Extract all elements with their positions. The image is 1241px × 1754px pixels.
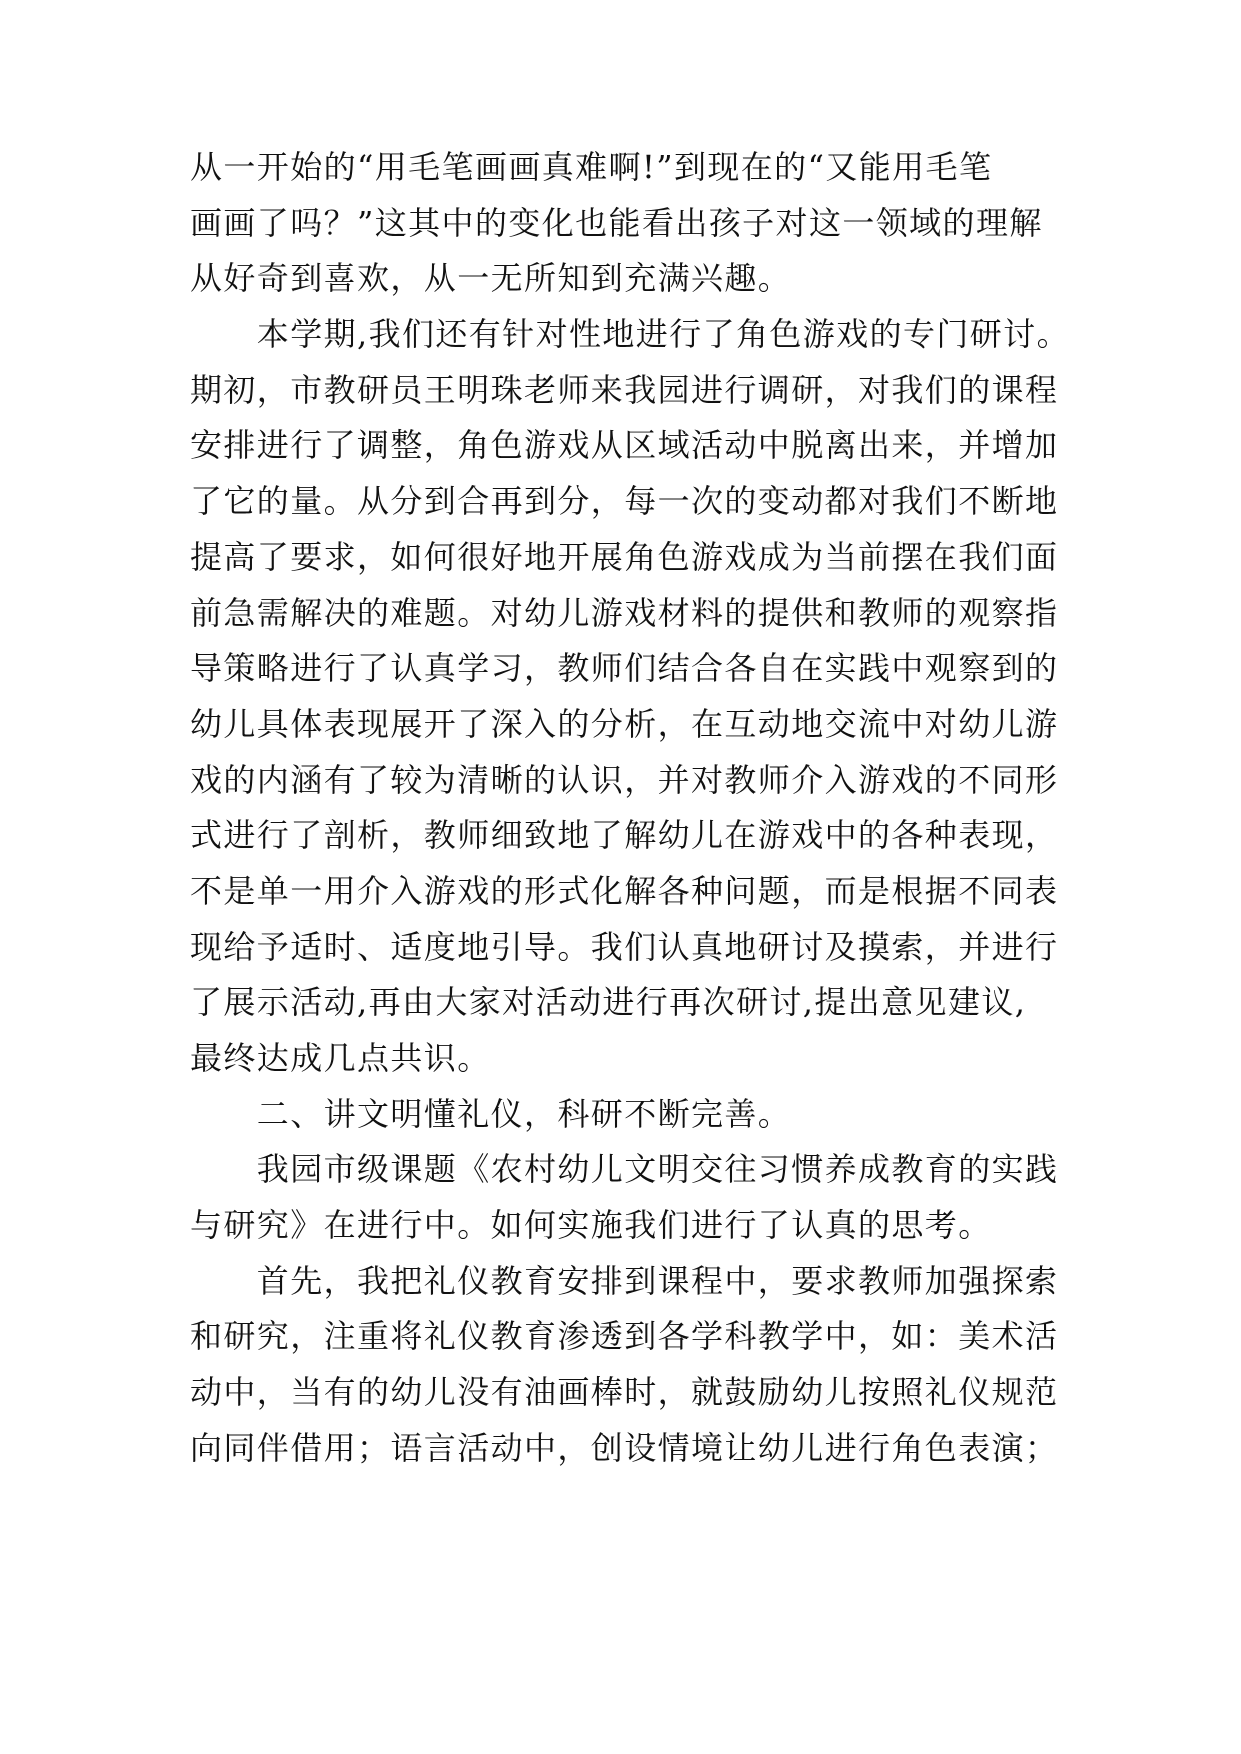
text-line: 从一开始的“用毛笔画画真难啊!”到现在的“又能用毛笔 [190,148,993,186]
text-line: 本学期,我们还有针对性地进行了角色游戏的专门研讨。 [190,315,1070,354]
text-line: 安排进行了调整，角色游戏从区域活动中脱离出来，并增加 [190,426,1059,465]
text-line: 与研究》在进行中。如何实施我们进行了认真的思考。 [190,1206,992,1245]
text-line: 了它的量。从分到合再到分，每一次的变动都对我们不断地 [190,482,1059,521]
text-line: 从好奇到喜欢，从一无所知到充满兴趣。 [190,259,792,298]
text-line: 戏的内涵有了较为清晰的认识，并对教师介入游戏的不同形 [190,760,1059,799]
text-line: 和研究，注重将礼仪教育渗透到各学科教学中，如：美术活 [190,1317,1059,1356]
text-line: 画画了吗？”这其中的变化也能看出孩子对这一领域的理解 [190,203,1043,242]
text-line: 现给予适时、适度地引导。我们认真地研讨及摸索，并进行 [190,927,1059,966]
text-line: 动中，当有的幼儿没有油画棒时，就鼓励幼儿按照礼仪规范 [190,1373,1059,1412]
text-line: 期初，市教研员王明珠老师来我园进行调研，对我们的课程 [190,370,1059,409]
text-line: 不是单一用介入游戏的形式化解各种问题，而是根据不同表 [190,871,1059,910]
text-line: 前急需解决的难题。对幼儿游戏材料的提供和教师的观察指 [190,593,1059,632]
text-line: 提高了要求，如何很好地开展角色游戏成为当前摆在我们面 [190,537,1059,576]
section-heading: 二、讲文明懂礼仪，科研不断完善。 [190,1094,792,1133]
text-line: 最终达成几点共识。 [190,1039,491,1077]
text-line: 导策略进行了认真学习，教师们结合各自在实践中观察到的 [190,649,1059,688]
text-line: 式进行了剖析，教师细致地了解幼儿在游戏中的各种表现， [190,816,1059,855]
text-line: 了展示活动,再由大家对活动进行再次研讨,提出意见建议, [190,983,1027,1022]
document-page [190,140,1070,1477]
text-line: 幼儿具体表现展开了深入的分析，在互动地交流中对幼儿游 [190,704,1059,743]
text-line: 向同伴借用；语言活动中，创设情境让幼儿进行角色表演； [190,1428,1059,1467]
text-line: 我园市级课题《农村幼儿文明交往习惯养成教育的实践 [190,1150,1059,1189]
text-line: 首先，我把礼仪教育安排到课程中，要求教师加强探索 [190,1261,1059,1300]
